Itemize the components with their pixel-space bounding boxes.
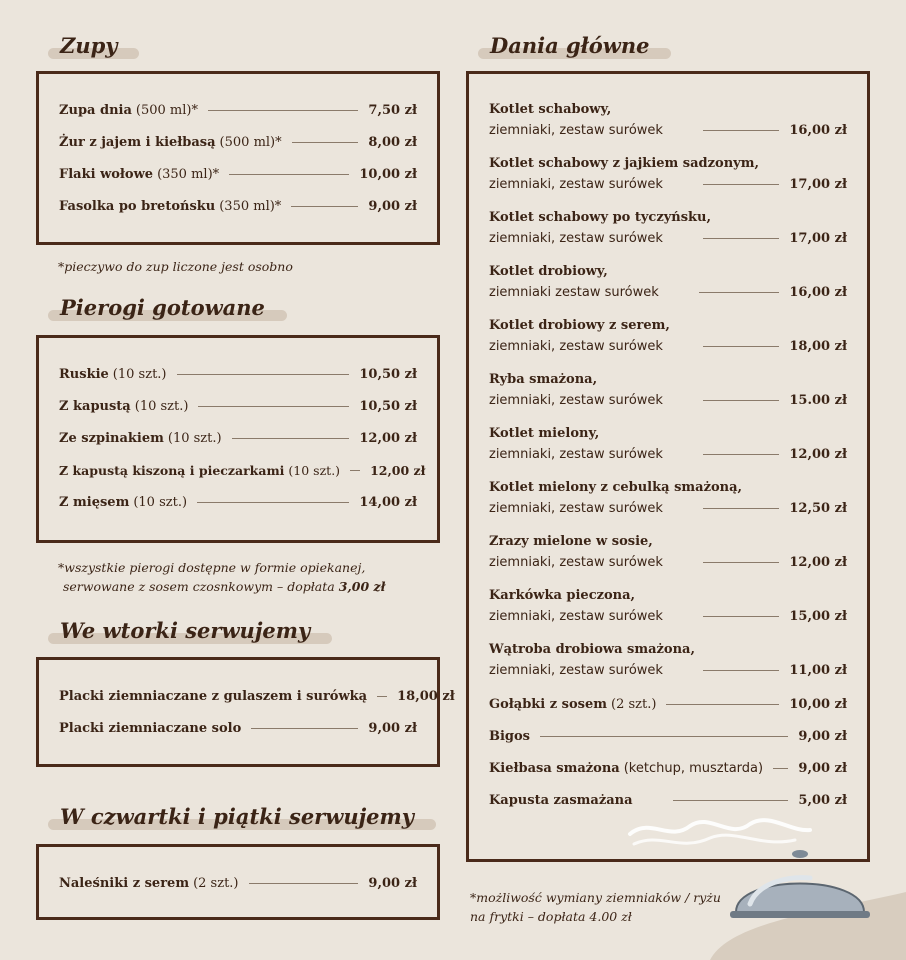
menu-item: [59, 460, 426, 480]
soups-box: [36, 71, 440, 245]
item-qty: (2 szt.): [193, 875, 239, 891]
dish-name: Karkówka pieczona,: [489, 588, 636, 603]
dish-name: Kotlet schabowy po tyczyńsku,: [489, 210, 712, 225]
leader-line: [703, 184, 779, 185]
menu-item: [59, 428, 417, 448]
dish-sides: ziemniaki, zestaw surówek: [489, 230, 663, 246]
dish-item: [489, 370, 847, 410]
item-price: 10,00 zł: [789, 696, 847, 712]
leader-line: [198, 406, 349, 407]
item-name: Z kapustą kiszoną i pieczarkami: [59, 462, 285, 478]
item-price: 9,00 zł: [368, 720, 417, 736]
item-price: 9,00 zł: [368, 875, 417, 891]
leader-line: [773, 768, 788, 769]
leader-line: [703, 616, 779, 617]
dish-sides: ziemniaki, zestaw surówek: [489, 608, 663, 624]
pierogi-note-line2: serwowane z sosem czosnkowym – dopłata: [63, 579, 335, 594]
thu-fri-box: [36, 844, 440, 920]
menu-item: [59, 132, 417, 152]
item-qty: (ketchup, musztarda): [623, 760, 764, 776]
pierogi-title: Pierogi gotowane: [48, 295, 287, 320]
leader-line: [699, 292, 780, 293]
leader-line: [177, 374, 350, 375]
item-name: Fasolka po bretońsku: [59, 198, 216, 214]
menu-item: [59, 718, 417, 738]
dish-item: [489, 316, 847, 356]
leader-line: [666, 704, 779, 705]
dish-price: 16,00 zł: [789, 284, 847, 300]
menu-item: [489, 726, 847, 746]
dish-price: 17,00 zł: [789, 230, 847, 246]
pierogi-note: [58, 558, 385, 596]
item-name: Z mięsem: [59, 494, 130, 510]
dish-price: 16,00 zł: [789, 122, 847, 138]
mains-note-line2: na frytki – dopłata 4.00 zł: [470, 909, 632, 924]
dish-item: [489, 100, 847, 140]
dish-item: [489, 478, 847, 518]
leader-line: [703, 670, 779, 671]
item-name: Kiełbasa smażona: [489, 760, 620, 776]
mains-box: [466, 71, 870, 862]
menu-item: [489, 758, 847, 778]
dish-item: [489, 532, 847, 572]
mains-note-line1: *możliwość wymiany ziemniaków / ryżu: [470, 890, 721, 905]
dish-price: 18,00 zł: [789, 338, 847, 354]
item-price: 10,50 zł: [359, 398, 417, 414]
thu-fri-title: W czwartki i piątki serwujemy: [48, 804, 436, 829]
menu-item: [59, 164, 417, 184]
leader-line: [208, 110, 358, 111]
item-price: 9,00 zł: [798, 760, 847, 776]
item-price: 7,50 zł: [368, 102, 417, 118]
tuesday-title: We wtorki serwujemy: [48, 618, 332, 643]
dish-price: 15,00 zł: [789, 608, 847, 624]
dish-item: [489, 586, 847, 626]
dish-sides: ziemniaki zestaw surówek: [489, 284, 659, 300]
item-name: Zupa dnia: [59, 102, 132, 118]
leader-line: [229, 174, 349, 175]
leader-line: [249, 883, 359, 884]
menu-item: [59, 100, 417, 120]
item-qty: (500 ml)*: [219, 134, 282, 150]
dish-price: 17,00 zł: [789, 176, 847, 192]
soups-note: *pieczywo do zup liczone jest osobno: [58, 259, 293, 274]
tuesday-box: [36, 657, 455, 767]
pierogi-note-line2-wrap: [58, 577, 385, 596]
pierogi-box: [36, 335, 440, 543]
leader-line: [292, 142, 359, 143]
item-price: 10,50 zł: [359, 366, 417, 382]
dish-price: 11,00 zł: [789, 662, 847, 678]
mains-title: Dania główne: [478, 33, 671, 58]
item-name: Placki ziemniaczane z gulaszem i surówką: [59, 688, 368, 704]
dish-name: Kotlet schabowy,: [489, 102, 612, 117]
dish-price: 12,50 zł: [789, 500, 847, 516]
menu-item: [59, 686, 455, 706]
menu-item: [59, 364, 417, 384]
item-name: Placki ziemniaczane solo: [59, 720, 242, 736]
item-qty: (500 ml)*: [135, 102, 198, 118]
item-price: 9,00 zł: [368, 198, 417, 214]
item-price: 9,00 zł: [798, 728, 847, 744]
menu-item: [59, 492, 417, 512]
pierogi-note-price: 3,00 zł: [338, 579, 386, 594]
leader-line: [703, 400, 779, 401]
dish-name: Ryba smażona,: [489, 372, 598, 387]
item-price: 12,00 zł: [370, 462, 426, 478]
item-qty: (10 szt.): [288, 462, 341, 478]
menu-item: [59, 396, 417, 416]
leader-line: [377, 696, 387, 697]
item-qty: (2 szt.): [611, 696, 657, 712]
dish-sides: ziemniaki, zestaw surówek: [489, 122, 663, 138]
leader-line: [703, 346, 779, 347]
item-price: 12,00 zł: [359, 430, 417, 446]
leader-line: [251, 728, 358, 729]
dish-name: Kotlet drobiowy,: [489, 264, 608, 279]
leader-line: [703, 508, 779, 509]
soups-title: Zupy: [48, 33, 139, 58]
dish-item: [489, 640, 847, 680]
dish-sides: ziemniaki, zestaw surówek: [489, 662, 663, 678]
item-qty: (350 ml)*: [219, 198, 282, 214]
dish-price: 12,00 zł: [789, 446, 847, 462]
leader-line: [703, 130, 779, 131]
dish-sides: ziemniaki, zestaw surówek: [489, 500, 663, 516]
item-name: Gołąbki z sosem: [489, 696, 608, 712]
item-name: Ruskie: [59, 366, 109, 382]
dish-item: [489, 154, 847, 194]
dish-price: 15.00 zł: [789, 392, 847, 408]
item-name: Z kapustą: [59, 398, 131, 414]
item-qty: (10 szt.): [167, 430, 222, 446]
item-price: 14,00 zł: [359, 494, 417, 510]
item-qty: (10 szt.): [133, 494, 188, 510]
leader-line: [703, 454, 779, 455]
leader-line: [540, 736, 788, 737]
item-name: Ze szpinakiem: [59, 430, 164, 446]
item-qty: (10 szt.): [112, 366, 167, 382]
dish-price: 12,00 zł: [789, 554, 847, 570]
leader-line: [673, 800, 789, 801]
dish-name: Kotlet schabowy z jajkiem sadzonym,: [489, 156, 759, 171]
serving-cloche-icon: [620, 812, 906, 960]
item-name: Kapusta zasmażana: [489, 792, 633, 808]
item-price: 10,00 zł: [359, 166, 417, 182]
dish-sides: ziemniaki, zestaw surówek: [489, 176, 663, 192]
item-name: Flaki wołowe: [59, 166, 154, 182]
menu-item: [59, 196, 417, 216]
leader-line: [232, 438, 350, 439]
item-name: Żur z jajem i kiełbasą: [59, 134, 216, 150]
menu-item: [59, 873, 417, 893]
item-qty: (350 ml)*: [157, 166, 220, 182]
dish-name: Kotlet drobiowy z serem,: [489, 318, 670, 333]
item-qty: (10 szt.): [134, 398, 189, 414]
dish-item: [489, 262, 847, 302]
dish-name: Wątroba drobiowa smażona,: [489, 642, 695, 657]
leader-line: [350, 470, 360, 471]
item-price: 18,00 zł: [397, 688, 455, 704]
leader-line: [197, 502, 349, 503]
menu-item: [489, 694, 847, 714]
leader-line: [703, 238, 779, 239]
dish-name: Zrazy mielone w sosie,: [489, 534, 653, 549]
item-name: Bigos: [489, 728, 531, 744]
dish-name: Kotlet mielony z cebulką smażoną,: [489, 480, 743, 495]
item-price: 5,00 zł: [798, 792, 847, 808]
pierogi-note-line1: *wszystkie pierogi dostępne w formie opiekanej,: [58, 560, 366, 575]
item-price: 8,00 zł: [368, 134, 417, 150]
item-name: Naleśniki z serem: [59, 875, 190, 891]
dish-item: [489, 208, 847, 248]
dish-sides: ziemniaki, zestaw surówek: [489, 554, 663, 570]
dish-sides: ziemniaki, zestaw surówek: [489, 392, 663, 408]
dish-item: [489, 424, 847, 464]
dish-sides: ziemniaki, zestaw surówek: [489, 338, 663, 354]
leader-line: [703, 562, 779, 563]
dish-sides: ziemniaki, zestaw surówek: [489, 446, 663, 462]
leader-line: [291, 206, 358, 207]
dish-name: Kotlet mielony,: [489, 426, 600, 441]
menu-item: [489, 790, 847, 810]
